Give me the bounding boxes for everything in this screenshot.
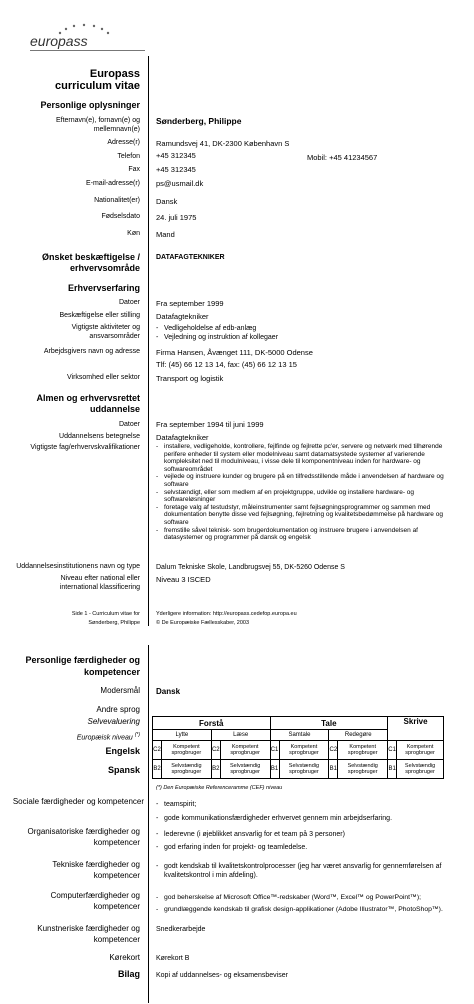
list-item: - teamspirit; [156,798,456,812]
self-assessment-label: Selvevaluering [87,717,140,726]
art-label-1: Kunstneriske færdigheder og [37,924,140,933]
mother-tongue-value: Dansk [156,687,181,696]
social-label: Sociale færdigheder og kompetencer [12,797,144,806]
level-desc: Selvstændig sprogbruger [279,760,329,779]
social-list [156,798,456,826]
name-label: Efternavn(e), fornavn(e) og mellemnavn(e) [55,117,140,133]
email-value: ps@usmail.dk [156,179,204,188]
work-position-label: Beskæftigelse eller stilling [59,312,140,319]
education-heading-1: Almen og erhvervsrettet [36,393,140,403]
edu-skills-list [156,443,446,542]
europass-logo: europass [30,33,88,49]
level-code: B2 [211,760,220,779]
work-employer-value: Firma Hansen, Åvænget 111, DK-5000 Odense [156,348,313,357]
level-desc: Selvstændig sprogbruger [397,760,444,779]
list-item: - installere, vedligeholde, kontrollere, fejlfinde og fejlrette pc'er, servere og netværk med tilhørende perifere enheder til system eller modelniveau samt datamatsystede systemer af varierende kompleksitet ned til modulniveau, i visse dele til komponentniveau inden for hardware- og softwareområdet [156,443,446,473]
level-desc: Selvstændig sprogbruger [161,760,211,779]
edu-dates-label: Datoer [118,421,140,428]
list-item: - fremstille såvel teknisk- som brugerdokumentation og instruere brugere i anvendelsen af datasystemer og programmer på dansk og engelsk [156,527,446,542]
edu-institution-value: Dalum Tekniske Skole, Landbrugsvej 55, DK-5260 Odense S [156,564,345,571]
work-sector-value: Transport og logistik [156,374,224,383]
language-name-spanish: Spansk [107,765,140,775]
level-code: B2 [153,760,162,779]
desired-value: DATAFAGTEKNIKER [156,254,225,261]
birth-value: 24. juli 1975 [156,213,197,222]
work-sector-label: Virksomhed eller sektor [66,374,140,381]
language-table [152,716,444,779]
art-label-2: kompetencer [93,935,140,944]
org-list [156,828,456,854]
birth-label: Fødselsdato [101,213,140,220]
level-desc: Kompetent sprogbruger [279,741,329,760]
table-row [153,760,444,779]
address-label: Adresse(r) [107,139,140,146]
list-item: - selvstændigt, eller som medlem af en projektgruppe, udvikle og installere hardware- og softwareløsninger [156,489,446,504]
phone-value: +45 312345 [156,151,196,160]
name-value: Sønderberg, Philippe [156,116,242,126]
level-desc: Kompetent sprogbruger [397,741,444,760]
skills-heading-2: kompetencer [83,667,140,677]
level-desc: Selvstændig sprogbruger [220,760,270,779]
tech-list [156,862,456,880]
nationality-value: Dansk [156,197,178,206]
list-item: - gode kommunikationsfærdigheder erhvervet gennem min arbejdserfaring. [156,812,456,826]
header-understanding: Forstå [153,717,271,730]
work-position-value: Datafagtekniker [156,312,209,321]
fax-value: +45 312345 [156,165,196,174]
level-code: C2 [153,741,162,760]
work-employer-tel: Tlf: (45) 66 12 13 14, fax: (45) 66 12 13 15 [156,360,297,369]
fax-label: Fax [128,166,140,173]
subheader-interaction: Samtale [270,730,329,741]
license-label: Kørekort [109,953,140,962]
logo-underline [30,50,145,51]
subheader-production: Redegøre [329,730,388,741]
org-label-2: kompetencer [93,838,140,847]
level-desc: Kompetent sprogbruger [220,741,270,760]
license-value: Kørekort B [156,955,190,962]
gender-value: Mand [156,230,175,239]
work-activities-list [156,324,456,342]
art-value: Snedkerarbejde [156,926,206,933]
tech-label-2: kompetencer [93,871,140,880]
work-employer-label: Arbejdsgivers navn og adresse [43,348,140,355]
level-code: B1 [329,760,338,779]
list-item: - god erfaring inden for projekt- og teamledelse. [156,841,456,854]
edu-dates-value: Fra september 1994 til juni 1999 [156,420,264,429]
edu-institution-label: Uddannelsesinstitutionens navn og type [16,563,140,570]
section-personal-heading: Personlige oplysninger [40,100,140,110]
annex-value: Kopi af uddannelses- og eksamensbeviser [156,972,288,979]
footer-left-2: Sønderberg, Philippe [88,620,140,626]
other-languages-label: Andre sprog [96,705,140,714]
comp-list [156,892,461,916]
org-label-1: Organisatoriske færdigheder og [27,827,140,836]
level-code: B1 [388,760,397,779]
european-level-label [77,731,140,743]
list-item: - lederevne (i øjeblikket ansvarlig for et team på 3 personer) [156,828,456,841]
cv-title-line-1: Europass [89,68,140,80]
work-dates-label: Datoer [118,299,140,306]
level-desc: Kompetent sprogbruger [338,741,388,760]
level-code: C1 [388,741,397,760]
level-code: C2 [329,741,338,760]
list-item: - Vedligeholdelse af edb-anlæg [156,324,456,333]
tech-label-1: Tekniske færdigheder og [52,860,140,869]
level-desc: Kompetent sprogbruger [161,741,211,760]
subheader-listening: Lytte [153,730,212,741]
language-footnote: (*) Den Europæiske Referenceramme (CEF) niveau [156,785,283,791]
education-heading-2: uddannelse [89,404,140,414]
mobile-value: Mobil: +45 41234567 [307,153,378,162]
level-code: B1 [270,760,279,779]
edu-level-value: Niveau 3 ISCED [156,575,211,584]
list-item: - vejlede og instruere kunder og brugere på en tilfredsstillende måde i anvendelsen af hardware og software [156,473,446,488]
list-item: - god beherskelse af Microsoft Office™-redskaber (Word™, Excel™ og PowerPoint™); [156,892,461,904]
footer-left-1: Side 1 - Curriculum vitae for [71,611,140,617]
comp-label-1: Computerfærdigheder og [50,891,140,900]
footer-right-2: © De Europæiske Fællesskaber, 2003 [156,620,250,626]
work-activities-label: Vigtigste aktiviteter og ansvarsområder [71,324,140,340]
divider-line-bottom [148,645,149,1003]
footer-right-1: Yderligere information: http://europass.cedefop.europa.eu [156,611,297,617]
skills-heading-1: Personlige færdigheder og [25,655,140,665]
level-code: C1 [270,741,279,760]
email-label: E-mail-adresse(r) [85,180,140,187]
desired-heading-1: Ønsket beskæftigelse / [41,252,140,262]
edu-skills-label: Vigtigste fag/erhvervskvalifikationer [30,444,140,451]
list-item: - godt kendskab til kvalitetskontrolprocesser (jeg har været ansvarlig for gennemførelsen af kvalitetskontrol i min afdeling). [156,862,456,880]
cv-title-line-2: curriculum vitae [55,80,140,92]
work-dates-value: Fra september 1999 [156,299,224,308]
comp-label-2: kompetencer [93,902,140,911]
gender-label: Køn [127,230,140,237]
annex-label: Bilag [117,969,140,979]
header-writing: Skrive [388,717,444,741]
desired-heading-2: erhvervsområde [69,263,140,273]
language-name-english: Engelsk [105,746,140,756]
divider-line-top [148,56,149,626]
level-code: C2 [211,741,220,760]
header-speaking: Tale [270,717,388,730]
list-item: - Vejledning og instruktion af kollegaer [156,333,456,342]
european-level-marker: (*) [134,732,140,738]
mother-tongue-label: Modersmål [100,686,140,695]
edu-level-label: Niveau efter national eller international klassificering [59,575,140,591]
list-item: - foretage valg af testudstyr, måleinstrumenter samt fejlsøgningsprogrammer og sammen med dokumentation benytte disse ved fejlsøgning, fejlretning og kvalitetsbedømmelse på hardware og software [156,504,446,527]
address-value: Ramundsvej 41, DK-2300 København S [156,139,290,148]
european-level-text: Europæisk niveau [76,734,133,742]
level-desc: Selvstændig sprogbruger [338,760,388,779]
edu-title-label: Uddannelsens betegnelse [59,433,140,440]
list-item: - grundlæggende kendskab til grafisk design-applikationer (Adobe Illustrator™, PhotoShop™). [156,904,461,916]
phone-label: Telefon [117,153,140,160]
section-work-heading: Erhvervserfaring [67,283,140,293]
nationality-label: Nationalitet(er) [94,197,140,204]
table-row [153,741,444,760]
edu-title-value: Datafagtekniker [156,433,209,442]
subheader-reading: Læse [211,730,270,741]
